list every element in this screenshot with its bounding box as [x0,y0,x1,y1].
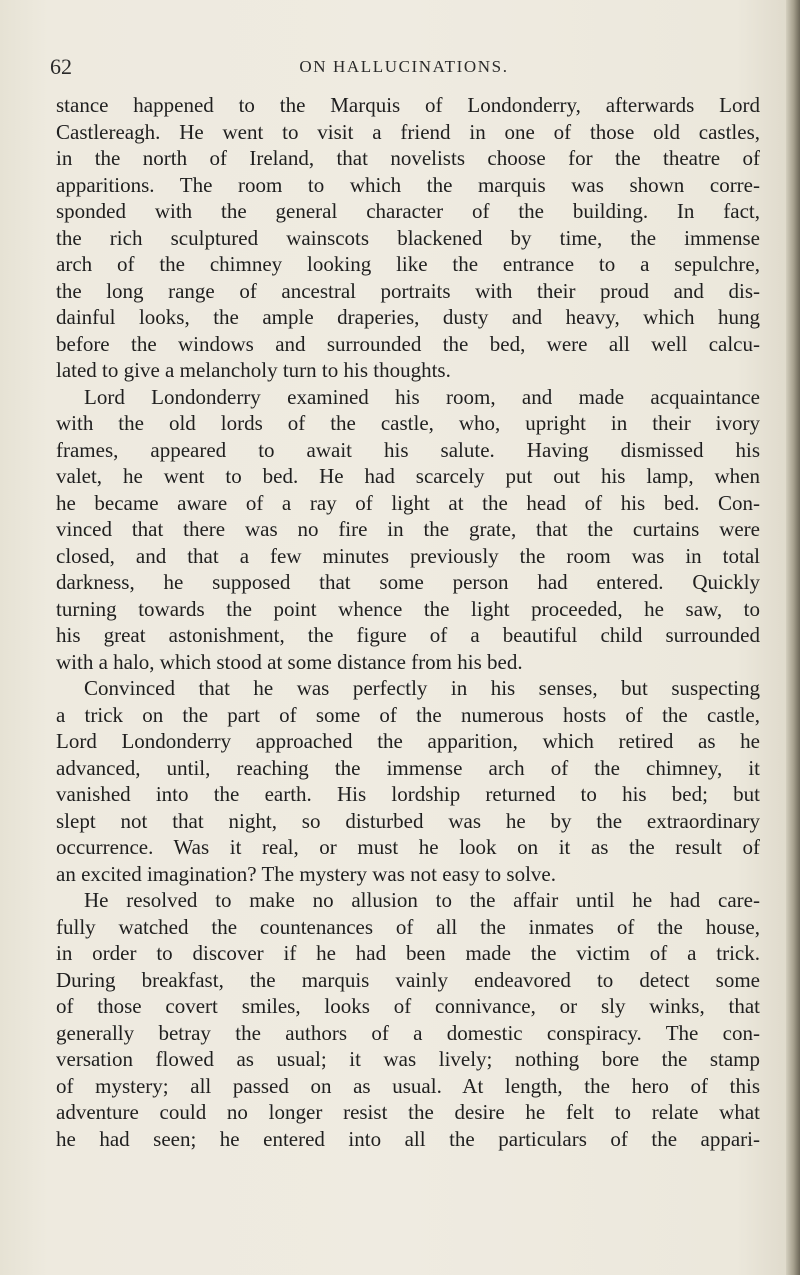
text-line: sponded with the general character of the building. In fact, [56,199,760,223]
paragraph-start-line: Lord Londonderry examined his room, and made acquaintance [84,384,760,409]
text-line: he became aware of a ray of light at the head of his bed. Con- [56,490,760,515]
text-line: his great astonishment, the figure of a beautiful child surrounded [56,623,760,647]
text-line: of mystery; all passed on as usual. At length, the hero of this [56,1073,760,1098]
text-line: of those covert smiles, looks of connivance, or sly winks, that [56,994,760,1018]
text-line: the rich sculptured wainscots blackened by time, the immense [56,225,760,250]
text-line: vanished into the earth. His lordship returned to his bed; but [56,782,760,806]
text-line: occurrence. Was it real, or must he look on it as the result of [56,835,760,859]
text-line: before the windows and surrounded the bed, were all well calcu- [56,331,760,356]
text-line: Lord Londonderry approached the apparition, which retired as he [56,729,760,753]
text-line: in order to discover if he had been made the victim of a trick. [56,941,760,965]
text-line: fully watched the countenances of all the inmates of the house, [56,914,760,939]
text-line: dainful looks, the ample draperies, dusty and heavy, which hung [56,305,760,329]
text-line: vinced that there was no fire in the grate, that the curtains were [56,517,760,541]
text-line: frames, appeared to await his salute. Having dismissed his [56,437,760,462]
text-line: Castlereagh. He went to visit a friend in one of those old castles, [56,119,760,144]
paragraph-start-line: He resolved to make no allusion to the affair until he had care- [84,888,760,912]
running-head: ON HALLUCINATIONS. [299,57,509,76]
paragraph-start-line: Convinced that he was perfectly in his senses, but suspecting [84,676,760,700]
text-line: advanced, until, reaching the immense arch of the chimney, it [56,755,760,780]
text-line: valet, he went to bed. He had scarcely put out his lamp, when [56,464,760,488]
text-line: versation flowed as usual; it was lively; nothing bore the stamp [56,1047,760,1071]
text-line: turning towards the point whence the light proceeded, he saw, to [56,596,760,621]
text-line: darkness, he supposed that some person had entered. Quickly [56,570,760,594]
text-line: During breakfast, the marquis vainly endeavored to detect some [56,967,760,992]
paragraph-end-line: an excited imagination? The mystery was not easy to solve. [56,861,556,886]
text-line: the long range of ancestral portraits with their proud and dis- [56,278,760,303]
text-line: with the old lords of the castle, who, upright in their ivory [56,411,760,435]
page-edge-shadow [786,0,800,1275]
text-line: he had seen; he entered into all the particulars of the appari- [56,1126,760,1151]
page-header [50,54,758,84]
text-line: apparitions. The room to which the marquis was shown corre- [56,172,760,197]
text-line: a trick on the part of some of the numerous hosts of the castle, [56,702,760,727]
paragraph-end-line: lated to give a melancholy turn to his thoughts. [56,358,451,382]
text-line: in the north of Ireland, that novelists choose for the theatre of [56,146,760,170]
text-line: closed, and that a few minutes previously the room was in total [56,543,760,568]
text-line: stance happened to the Marquis of Londonderry, afterwards Lord [56,93,760,117]
page-number: 62 [50,54,72,79]
text-line: adventure could no longer resist the desire he felt to relate what [56,1100,760,1124]
text-line: slept not that night, so disturbed was he by the extraordinary [56,808,760,833]
text-line: arch of the chimney looking like the entrance to a sepulchre, [56,252,760,276]
text-line: generally betray the authors of a domestic conspiracy. The con- [56,1020,760,1045]
paragraph-end-line: with a halo, which stood at some distance from his bed. [56,649,523,674]
body-text [56,92,760,1152]
